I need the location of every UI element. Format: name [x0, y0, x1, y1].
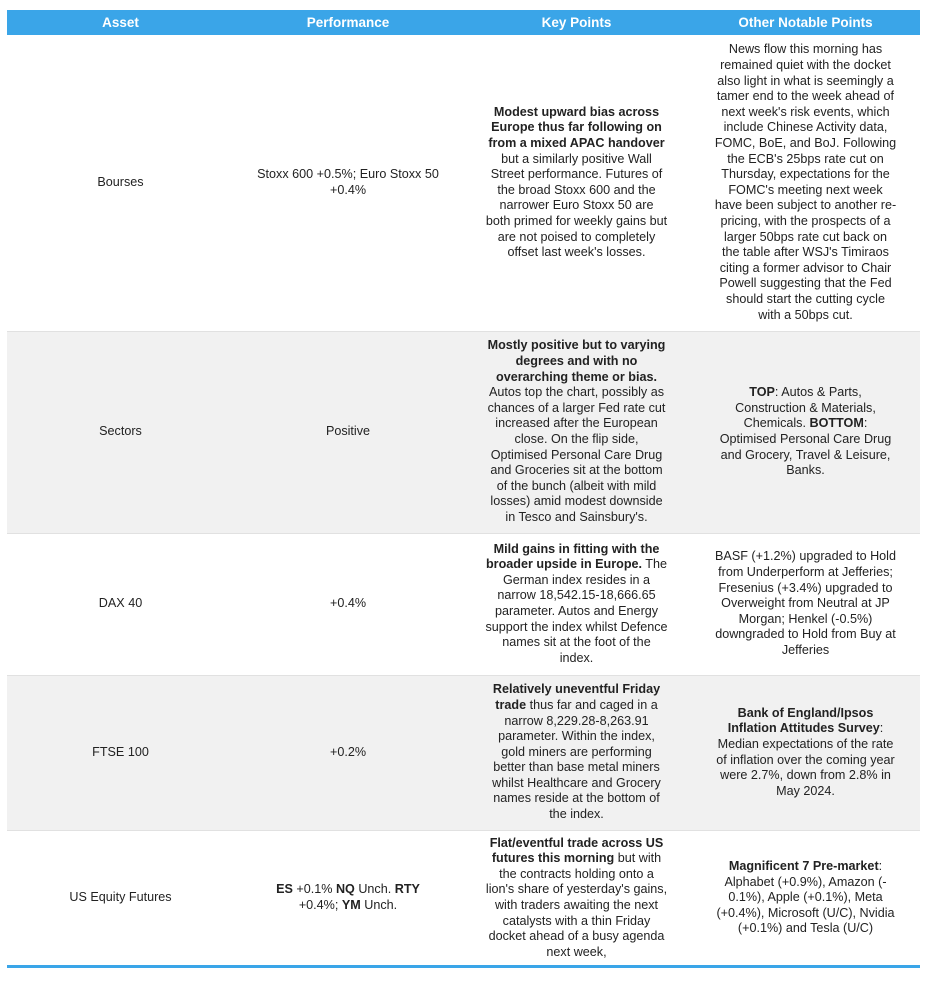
bold-text-segment: BOTTOM — [809, 416, 864, 431]
column-header-other-notable-points: Other Notable Points — [691, 10, 920, 35]
other-notable-points-cell — [691, 830, 920, 966]
text-segment: +0.2% — [329, 744, 367, 759]
performance-cell — [234, 533, 462, 675]
bold-text-segment: RTY — [394, 882, 420, 897]
column-header-key-points: Key Points — [462, 10, 691, 35]
asset-cell: US Equity Futures — [7, 830, 234, 966]
table-row — [7, 830, 920, 966]
key-points-cell — [462, 830, 691, 966]
text-segment: Autos top the chart, possibly as chances of a larger Fed rate cut increased after the European close. On the flip side, Optimised Personal Care Drug and Groceries sit at the bottom of the bunch (albeit with mild losses) amid modest downside in Tesco and Sainsbury's. — [487, 385, 666, 524]
other-notable-points-cell — [691, 533, 920, 675]
text-segment: : Optimised Personal Care Drug and Grocery, Travel & Leisure, Banks. — [719, 416, 892, 478]
bold-text-segment: Mostly positive but to varying degrees and with no overarching theme or bias. — [487, 338, 666, 384]
other-notable-points-cell — [691, 331, 920, 533]
text-segment: +0.4% — [329, 596, 367, 611]
bold-text-segment: NQ — [335, 882, 355, 897]
text-segment: +0.4%; — [298, 898, 339, 912]
text-segment: : Autos & Parts, Construction & Materials, Chemicals. — [735, 385, 876, 431]
bold-text-segment: ES — [276, 882, 293, 897]
text-segment: but a similarly positive Wall Street performance. Futures of the broad Stoxx 600 and the narrower Euro Stoxx 50 are both primed for weekly gains but are not poised to completely offset last week's losses. — [485, 151, 668, 260]
bold-text-segment: Relatively uneventful Friday trade — [492, 682, 661, 712]
asset-cell: Bourses — [7, 35, 234, 331]
bold-text-segment: TOP — [749, 385, 775, 400]
performance-cell — [234, 35, 462, 331]
bold-text-segment: Modest upward bias across Europe thus far following on from a mixed APAC handover — [488, 104, 665, 150]
text-segment: Unch. — [354, 882, 395, 897]
table-row — [7, 675, 920, 830]
table-row — [7, 35, 920, 331]
text-segment: BASF (+1.2%) upgraded to Hold from Underperform at Jefferies; Fresenius (+3.4%) upgraded to Overweight from Neutral at JP Morgan; Henkel (-0.5%) downgraded to Hold from Buy at Jefferies — [715, 549, 896, 657]
table-row — [7, 331, 920, 533]
key-points-cell — [462, 35, 691, 331]
bold-text-segment: Mild gains in fitting with the broader upside in Europe. — [485, 541, 660, 572]
market-summary-table — [7, 10, 920, 967]
other-notable-points-cell — [691, 35, 920, 331]
asset-cell: FTSE 100 — [7, 675, 234, 830]
other-notable-points-cell — [691, 675, 920, 830]
performance-cell — [234, 331, 462, 533]
table-row — [7, 533, 920, 675]
column-header-performance: Performance — [234, 10, 462, 35]
text-segment: : Median expectations of the rate of inflation over the coming year were 2.7%, down from 2.8% in May 2024. — [716, 721, 895, 798]
key-points-cell — [462, 533, 691, 675]
text-segment: News flow this morning has remained quiet with the docket also light in what is seemingly a tamer end to the week ahead of next week's risk events, which include Chinese Activity data, FOMC, BoE, and BoJ. Following the ECB's 25bps rate cut on Thursday, expectations for the FOMC's meeting next week have been subject to another re- pricing, with the prospects of a larger 50bps rate cut back on the table after WSJ's Timiraos citing a former advisor to Chair Powell suggesting that the Fed should start the cutting cycle with a 50bps cut. — [714, 42, 897, 322]
text-segment: but with the contracts holding onto a lion's share of yesterday's gains, with traders awaiting the next catalysts with a thin Friday docket ahead of a busy agenda next week, — [485, 851, 668, 959]
bold-text-segment: Bank of England/Ipsos Inflation Attitudes Survey — [727, 705, 880, 736]
text-segment: Positive — [325, 424, 371, 439]
column-header-asset: Asset — [7, 10, 234, 35]
text-segment: The German index resides in a narrow 18,542.15-18,666.65 parameter. Autos and Energy support the index whilst Defence names sit at the foot of the index. — [485, 557, 668, 665]
asset-cell: Sectors — [7, 331, 234, 533]
asset-cell: DAX 40 — [7, 533, 234, 675]
bottom-rule — [7, 965, 920, 968]
performance-cell — [234, 830, 462, 966]
key-points-cell — [462, 675, 691, 830]
bold-text-segment: Flat/eventful trade across US futures this morning — [489, 835, 664, 866]
text-segment: Unch. — [360, 898, 398, 912]
table-header-row — [7, 10, 920, 35]
text-segment: +0.1% — [292, 882, 336, 897]
text-segment: Stoxx 600 +0.5%; Euro Stoxx 50 +0.4% — [257, 167, 439, 197]
key-points-cell — [462, 331, 691, 533]
performance-cell — [234, 675, 462, 830]
text-segment: : Alphabet (+0.9%), Amazon (- 0.1%), Apple (+0.1%), Meta (+0.4%), Microsoft (U/C), Nvidia (+0.1%) and Tesla (U/C) — [716, 859, 895, 936]
text-segment: thus far and caged in a narrow 8,229.28-8,263.91 parameter. Within the index, gold miners are performing better than base metal miners whilst Healthcare and Grocery names reside at the bottom of the index. — [492, 697, 661, 822]
bold-text-segment: Magnificent 7 Pre-market — [728, 859, 879, 874]
bold-text-segment: YM — [341, 898, 361, 912]
